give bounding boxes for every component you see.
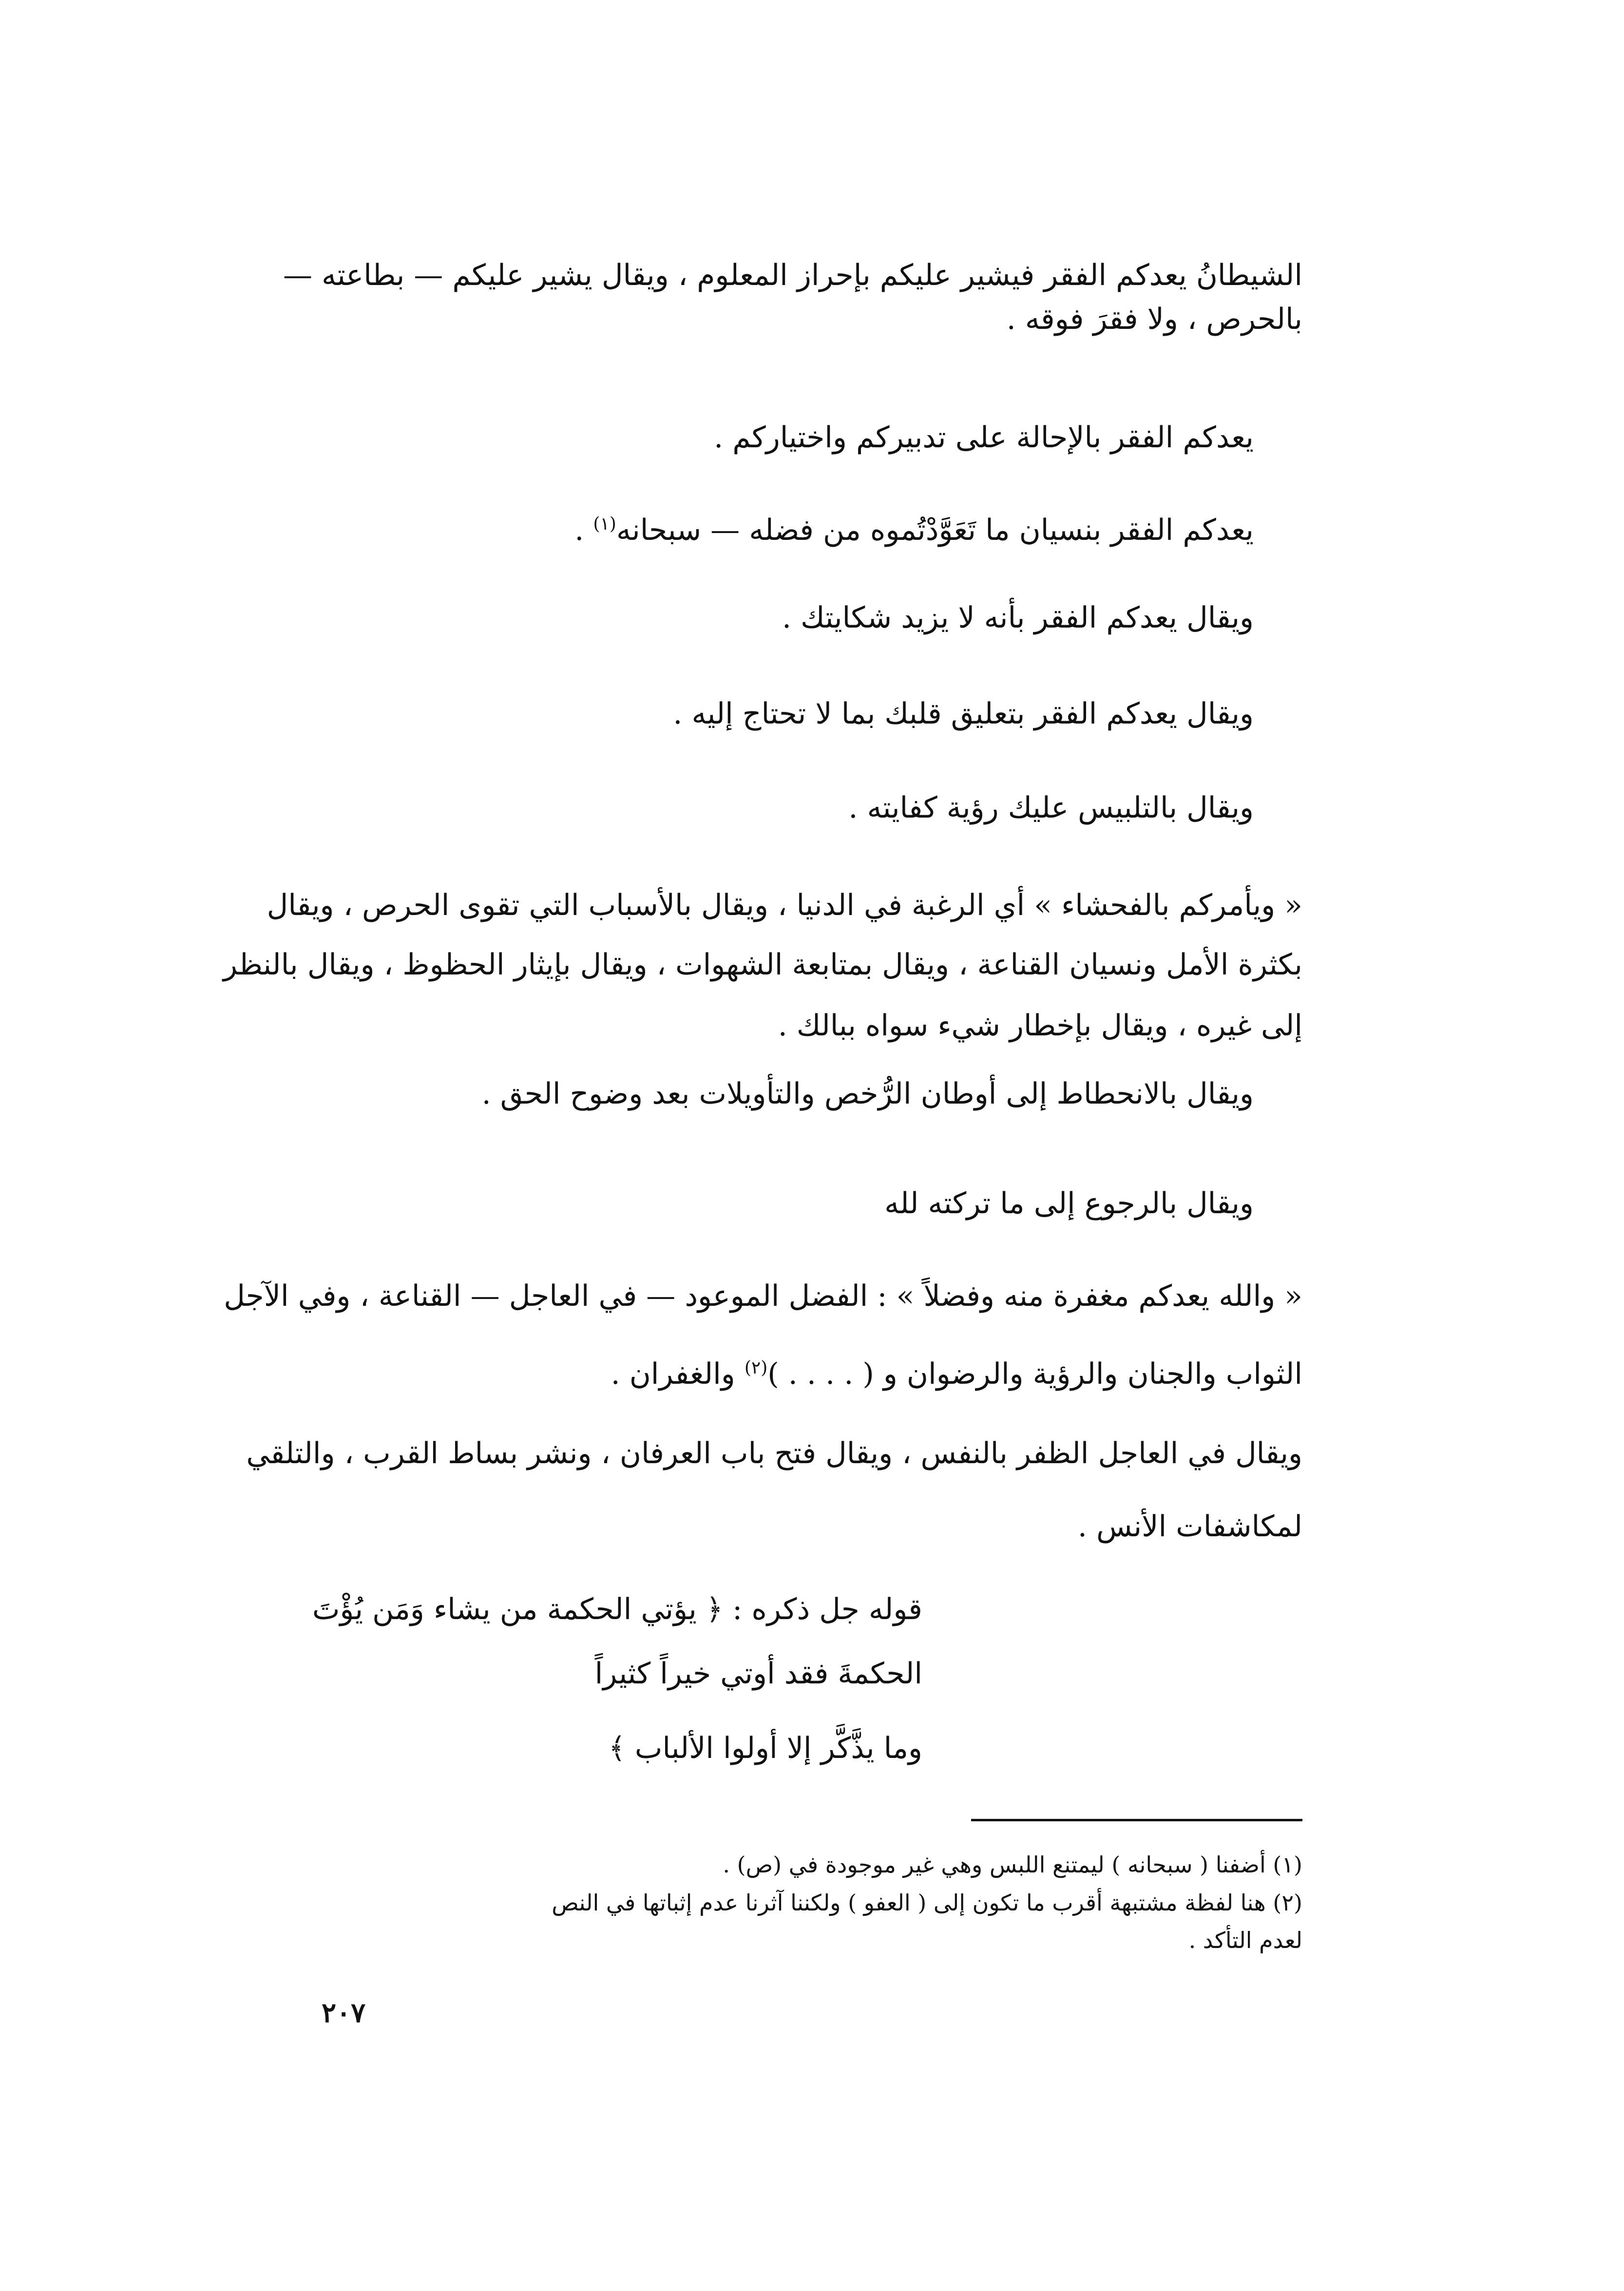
paragraph-6: ويقال بالتلبيس عليك رؤية كفايته . — [848, 791, 1254, 825]
paragraph-10-line-2-end: والغفران . — [611, 1357, 745, 1391]
paragraph-4: ويقال يعدكم الفقر بأنه لا يزيد شكايتك . — [782, 601, 1254, 635]
paragraph-8: ويقال بالانحطاط إلى أوطان الرُّخص والتأويلات بعد وضوح الحق . — [481, 1077, 1254, 1111]
footnote-separator — [971, 1819, 1302, 1821]
paragraph-3-end: . — [574, 513, 593, 547]
paragraph-7-line-3: إلى غيره ، ويقال بإخطار شيء سواه ببالك . — [778, 1009, 1302, 1043]
paragraph-7-line-2: بكثرة الأمل ونسيان القناعة ، ويقال بمتابعة الشهوات ، ويقال بإيثار الحظوظ ، ويقال بالنظر — [223, 948, 1302, 982]
footnote-ref-1: (١) — [593, 514, 616, 534]
footnote-2-line-2: لعدم التأكد . — [1188, 1927, 1302, 1953]
paragraph-2: يعدكم الفقر بالإحالة على تدبيركم واختياركم . — [714, 420, 1254, 455]
paragraph-7-line-1: « ويأمركم بالفحشاء » أي الرغبة في الدنيا ، ويقال بالأسباب التي تقوى الحرص ، ويقال — [267, 888, 1302, 922]
verse-line-2: الحكمةَ فقد أوتي خيراً كثيراً — [594, 1657, 922, 1691]
paragraph-1-line-1: الشيطانُ يعدكم الفقر فيشير عليكم بإحراز المعلوم ، ويقال يشير عليكم — بطاعته — — [283, 258, 1302, 292]
paragraph-10-line-2 — [611, 1355, 1302, 1394]
paragraph-11-line-2: لمكاشفات الأنس . — [1077, 1509, 1302, 1544]
paragraph-5: ويقال يعدكم الفقر بتعليق قلبك بما لا تحتاج إليه . — [673, 697, 1254, 731]
verse-line-3: وما يذَّكَّر إلا أولوا الألباب ﴾ — [608, 1731, 922, 1765]
verse-line-1: قوله جل ذكره : ﴿ يؤتي الحكمة من يشاء وَمَن يُؤْتَ — [312, 1592, 922, 1626]
paragraph-11-line-1: ويقال في العاجل الظفر بالنفس ، ويقال فتح باب العرفان ، ونشر بساط القرب ، والتلقي — [246, 1436, 1302, 1470]
footnote-1: (١) أضفنا ( سبحانه ) ليمتنع اللبس وهي غير موجودة في (ص) . — [723, 1852, 1302, 1878]
paragraph-9: ويقال بالرجوع إلى ما تركته لله — [884, 1186, 1254, 1221]
footnote-ref-2: (٢) — [744, 1358, 768, 1378]
page-number: ٢٠٧ — [322, 1997, 366, 2029]
paragraph-3-text: يعدكم الفقر بنسيان ما تَعَوَّدْتُموه من فضله — سبحانه — [616, 513, 1254, 547]
paragraph-3 — [574, 511, 1254, 550]
paragraph-10-line-2-text: الثواب والجنان والرؤية والرضوان و ( . . . . ) — [767, 1357, 1302, 1391]
paragraph-10-line-1: « والله يعدكم مغفرة منه وفضلاً » : الفضل الموعود — في العاجل — القناعة ، وفي الآجل — [224, 1279, 1302, 1313]
footnote-2-line-1: (٢) هنا لفظة مشتبهة أقرب ما تكون إلى ( العفو ) ولكننا آثرنا عدم إثباتها في النص — [552, 1890, 1302, 1916]
paragraph-1-line-2: بالحرص ، ولا فقرَ فوقه . — [1006, 302, 1302, 336]
